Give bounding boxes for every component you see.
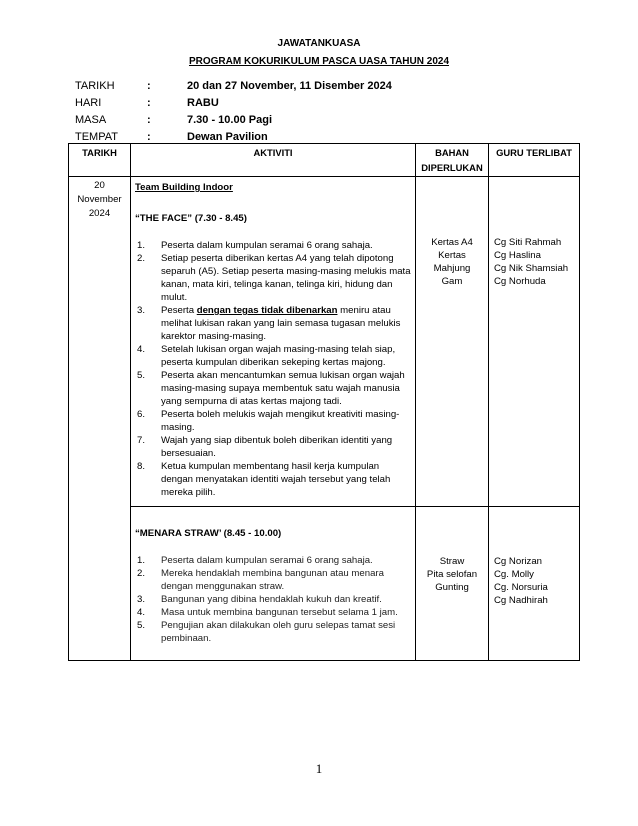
step-item <box>135 434 411 460</box>
guru-item: Cg. Molly <box>494 569 534 580</box>
step-text-post: meniru atau melihat lukisan rakan yang lain semasa tugasan melukis karektor masing-masing. <box>161 305 401 342</box>
step-text: Peserta dalam kumpulan seramai 6 orang sahaja. <box>161 240 373 251</box>
step-number: 1. <box>137 555 146 566</box>
guru-item: Cg Norhuda <box>494 276 546 287</box>
step-text: Mereka hendaklah membina bangunan atau menara dengan menggunakan straw. <box>161 568 384 592</box>
step-item <box>135 304 411 343</box>
info-label: TEMPAT <box>75 130 118 143</box>
guru-cell <box>489 177 580 507</box>
step-item <box>135 343 411 369</box>
date-year: 2024 <box>88 208 111 219</box>
step-item <box>135 554 411 567</box>
step-number: 5. <box>137 620 146 631</box>
step-text: Setelah lukisan organ wajah masing-masing telah siap, peserta kumpulan diberikan sekeping kertas majong. <box>161 344 396 368</box>
step-text: Masa untuk membina bangunan tersebut selama 1 jam. <box>161 607 398 618</box>
bahan-list <box>417 236 487 288</box>
header-bahan-line2: DIPERLUKAN <box>421 162 483 173</box>
guru-cell <box>489 507 580 661</box>
step-item <box>135 408 411 434</box>
step-number: 1. <box>137 240 146 251</box>
step-text-pre: Peserta <box>161 305 197 316</box>
info-row-masa <box>75 111 392 128</box>
step-number: 6. <box>137 409 146 420</box>
info-row-hari <box>75 94 392 111</box>
step-item <box>135 252 411 304</box>
header-aktiviti: AKTIVITI <box>131 144 416 177</box>
step-number: 5. <box>137 370 146 381</box>
info-colon: : <box>147 96 151 109</box>
activity-cell-the-face <box>131 177 416 507</box>
bahan-item: Pita selofan <box>426 569 478 580</box>
bahan-item: Gunting <box>435 582 469 593</box>
schedule-table <box>68 143 580 661</box>
info-label: HARI <box>75 96 102 109</box>
header-bahan-line1: BAHAN <box>435 147 469 158</box>
step-text: Peserta boleh melukis wajah mengikut kreativiti masing-masing. <box>161 409 400 433</box>
step-text: Pengujian akan dilakukan oleh guru selepas tamat sesi pembinaan. <box>161 620 396 644</box>
info-colon: : <box>147 79 151 92</box>
step-text-emphasis: dengan tegas tidak dibenarkan <box>196 305 338 316</box>
activity-title: “MENARA STRAW’ (8.45 - 10.00) <box>135 528 282 539</box>
program-title: PROGRAM KOKURIKULUM PASCA UASA TAHUN 2024 <box>188 56 449 67</box>
step-item <box>135 606 411 619</box>
step-item <box>135 239 411 252</box>
step-number: 7. <box>137 435 146 446</box>
step-text: Bangunan yang dibina hendaklah kukuh dan kreatif. <box>161 594 382 605</box>
step-text: Peserta dalam kumpulan seramai 6 orang sahaja. <box>161 555 373 566</box>
bahan-cell <box>416 177 489 507</box>
header-guru: GURU TERLIBAT <box>489 144 580 177</box>
date-month: November <box>77 194 122 205</box>
bahan-item: Kertas <box>438 250 466 261</box>
step-text: Peserta akan mencantumkan semua lukisan organ wajah masing-masing supaya membentuk satu wajah manusia yang sempurna di atas kertas majong tadi. <box>161 370 405 407</box>
step-number: 8. <box>137 461 146 472</box>
step-text: Setiap peserta diberikan kertas A4 yang telah dipotong separuh (A5). Setiap peserta masing-masing melukis mata kanan, mata kiri, telinga kanan, telinga kiri, hidung dan mulut. <box>161 253 411 303</box>
activity-steps <box>135 239 411 499</box>
step-item <box>135 567 411 593</box>
info-value: 20 dan 27 November, 11 Disember 2024 <box>187 79 392 92</box>
step-number: 2. <box>137 568 146 579</box>
header-bahan <box>416 144 489 177</box>
bahan-item: Gam <box>441 276 463 287</box>
guru-list <box>494 555 578 607</box>
info-label: MASA <box>75 113 107 126</box>
info-block <box>75 77 392 145</box>
info-label: TARIKH <box>75 79 115 92</box>
info-value: RABU <box>187 96 219 109</box>
header-tarikh: TARIKH <box>69 144 131 177</box>
date-day: 20 <box>94 180 105 191</box>
step-text <box>161 304 411 343</box>
bahan-item: Kertas A4 <box>431 237 473 248</box>
table-header-row <box>69 144 580 177</box>
info-row-tarikh <box>75 77 392 94</box>
step-number: 4. <box>137 607 146 618</box>
step-item <box>135 619 411 645</box>
bahan-cell <box>416 507 489 661</box>
info-colon: : <box>147 113 151 126</box>
committee-heading: JAWATANKUASA <box>277 38 361 49</box>
table-row <box>69 177 580 507</box>
activity-steps <box>135 554 411 645</box>
guru-item: Cg Haslina <box>494 250 541 261</box>
guru-item: Cg Nik Shamsiah <box>494 263 569 274</box>
page-number: 1 <box>315 761 323 776</box>
step-number: 3. <box>137 305 146 316</box>
guru-list <box>494 236 578 288</box>
guru-item: Cg Siti Rahmah <box>494 237 562 248</box>
info-value: Dewan Pavilion <box>187 130 268 143</box>
info-colon: : <box>147 130 151 143</box>
step-text: Ketua kumpulan membentang hasil kerja kumpulan dengan menyatakan identiti wajah tersebut yang telah mereka pilih. <box>161 461 391 498</box>
section-title: Team Building Indoor <box>135 182 233 193</box>
bahan-item: Mahjung <box>433 263 471 274</box>
bahan-list <box>417 555 487 594</box>
guru-item: Cg Norizan <box>494 556 542 567</box>
bahan-item: Straw <box>439 556 465 567</box>
guru-item: Cg. Norsuria <box>494 582 548 593</box>
date-cell <box>69 177 131 661</box>
step-number: 2. <box>137 253 146 264</box>
guru-item: Cg Nadhirah <box>494 595 548 606</box>
step-number: 3. <box>137 594 146 605</box>
step-item <box>135 369 411 408</box>
info-value: 7.30 - 10.00 Pagi <box>187 113 272 126</box>
table-row <box>69 507 580 661</box>
activity-cell-menara-straw <box>131 507 416 661</box>
step-item <box>135 593 411 606</box>
step-item <box>135 460 411 499</box>
activity-title: “THE FACE” (7.30 - 8.45) <box>135 213 247 224</box>
step-number: 4. <box>137 344 146 355</box>
step-text: Wajah yang siap dibentuk boleh diberikan identiti yang bersesuaian. <box>161 435 393 459</box>
